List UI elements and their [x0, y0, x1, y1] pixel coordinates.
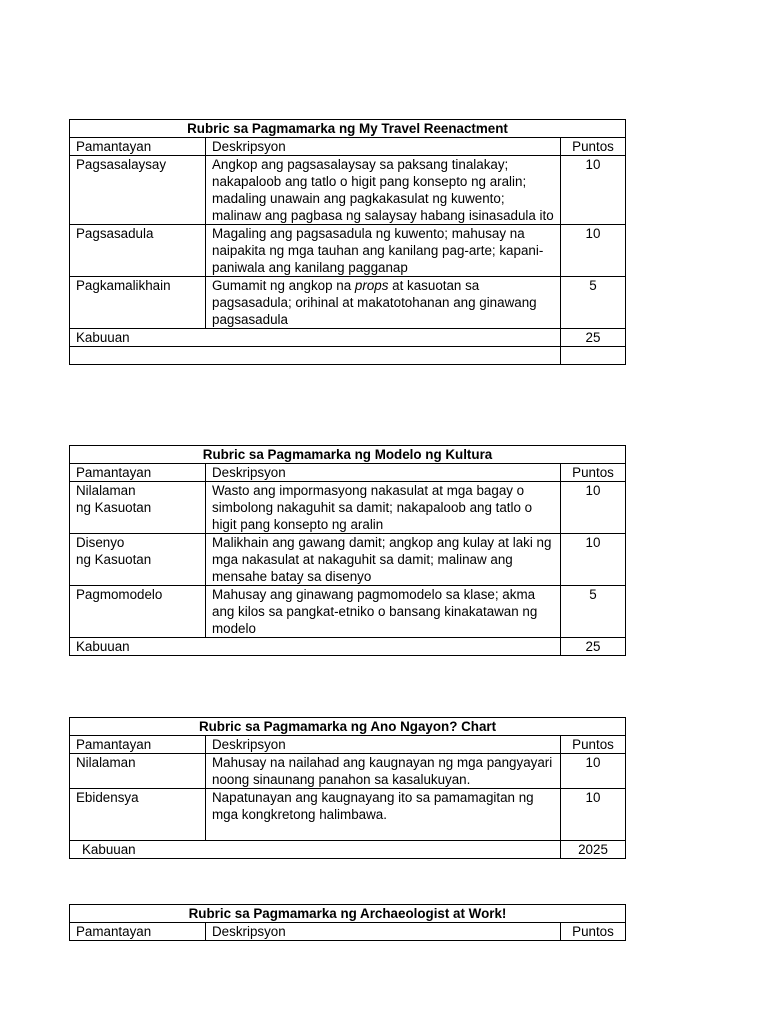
- table-title-row: [70, 446, 626, 464]
- table-title: Rubric sa Pagmamarka ng Archaeologist at Work!: [70, 905, 626, 923]
- description-cell: [206, 277, 561, 329]
- criterion-cell: Pagkamalikhain: [70, 277, 206, 329]
- header-deskripsyon: Deskripsyon: [206, 923, 561, 941]
- criterion-cell: Ebidensya: [70, 789, 206, 841]
- points-cell: 5: [561, 277, 626, 329]
- total-row: [70, 638, 626, 656]
- header-deskripsyon: Deskripsyon: [206, 736, 561, 754]
- empty-row: [70, 347, 626, 365]
- points-cell: 10: [561, 534, 626, 586]
- description-cell: Mahusay na nailahad ang kaugnayan ng mga pangyayari noong sinaunang panahon sa kasalukuyan.: [206, 754, 561, 789]
- table-row: [70, 534, 626, 586]
- table-title: Rubric sa Pagmamarka ng My Travel Reenactment: [70, 120, 626, 138]
- empty-cell: [561, 347, 626, 365]
- table-title-row: [70, 905, 626, 923]
- total-label: Kabuuan: [70, 329, 561, 347]
- points-cell: 10: [561, 156, 626, 225]
- points-cell: 10: [561, 789, 626, 841]
- header-deskripsyon: Deskripsyon: [206, 138, 561, 156]
- criterion-cell: Pagsasalaysay: [70, 156, 206, 225]
- table-title: Rubric sa Pagmamarka ng Modelo ng Kultura: [70, 446, 626, 464]
- table-header-row: [70, 464, 626, 482]
- header-pamantayan: Pamantayan: [70, 736, 206, 754]
- table-row: [70, 789, 626, 841]
- points-cell: 10: [561, 482, 626, 534]
- rubric-table-archaeologist-at-work: [69, 904, 626, 941]
- header-puntos: Puntos: [561, 464, 626, 482]
- criterion-cell: Pagmomodelo: [70, 586, 206, 638]
- points-cell: 10: [561, 225, 626, 277]
- description-cell: Malikhain ang gawang damit; angkop ang kulay at laki ng mga nakasulat at nakaguhit sa damit; malinaw ang mensahe batay sa disenyo: [206, 534, 561, 586]
- table-row: [70, 754, 626, 789]
- header-puntos: Puntos: [561, 138, 626, 156]
- table-row: [70, 225, 626, 277]
- description-cell: Angkop ang pagsasalaysay sa paksang tinalakay; nakapaloob ang tatlo o higit pang konsepto ng aralin; madaling unawain ang pagkakasulat ng kuwento; malinaw ang pagbasa ng salaysay habang isinasadula ito: [206, 156, 561, 225]
- table-title: Rubric sa Pagmamarka ng Ano Ngayon? Chart: [70, 718, 626, 736]
- rubric-table-ano-ngayon-chart: [69, 717, 626, 859]
- total-row: [70, 329, 626, 347]
- table-title-row: [70, 718, 626, 736]
- description-text: at kasuotan sa pagsasadula; orihinal at makatotohanan ang ginawang pagsasadula: [212, 278, 537, 327]
- criterion-cell: Pagsasadula: [70, 225, 206, 277]
- table-row: [70, 277, 626, 329]
- rubric-table-travel-reenactment: [69, 119, 626, 365]
- header-puntos: Puntos: [561, 736, 626, 754]
- total-row: [70, 841, 626, 859]
- table-row: [70, 482, 626, 534]
- table-row: [70, 156, 626, 225]
- description-italic-text: props: [354, 278, 389, 293]
- rubric-table-modelo-ng-kultura: [69, 445, 626, 656]
- empty-cell: [70, 347, 561, 365]
- total-points: 25: [561, 638, 626, 656]
- total-points: 2025: [561, 841, 626, 859]
- criterion-cell: Nilalaman: [70, 754, 206, 789]
- table-header-row: [70, 923, 626, 941]
- description-cell: Napatunayan ang kaugnayang ito sa pamamagitan ng mga kongkretong halimbawa.: [206, 789, 561, 841]
- header-pamantayan: Pamantayan: [70, 464, 206, 482]
- points-cell: 10: [561, 754, 626, 789]
- description-cell: Mahusay ang ginawang pagmomodelo sa klase; akma ang kilos sa pangkat-etniko o bansang kinakatawan ng modelo: [206, 586, 561, 638]
- table-title-row: [70, 120, 626, 138]
- header-puntos: Puntos: [561, 923, 626, 941]
- header-pamantayan: Pamantayan: [70, 923, 206, 941]
- criterion-cell: Disenyo ng Kasuotan: [70, 534, 206, 586]
- description-cell: Wasto ang impormasyong nakasulat at mga bagay o simbolong nakaguhit sa damit; nakapaloob ang tatlo o higit pang konsepto ng aralin: [206, 482, 561, 534]
- criterion-cell: Nilalaman ng Kasuotan: [70, 482, 206, 534]
- description-text: Gumamit ng angkop na: [212, 278, 355, 293]
- header-deskripsyon: Deskripsyon: [206, 464, 561, 482]
- total-label: Kabuuan: [70, 638, 561, 656]
- header-pamantayan: Pamantayan: [70, 138, 206, 156]
- table-header-row: [70, 138, 626, 156]
- total-points: 25: [561, 329, 626, 347]
- table-row: [70, 586, 626, 638]
- points-cell: 5: [561, 586, 626, 638]
- total-label: Kabuuan: [70, 841, 561, 859]
- description-cell: Magaling ang pagsasadula ng kuwento; mahusay na naipakita ng mga tauhan ang kanilang pag-arte; kapani-paniwala ang kanilang pagganap: [206, 225, 561, 277]
- table-header-row: [70, 736, 626, 754]
